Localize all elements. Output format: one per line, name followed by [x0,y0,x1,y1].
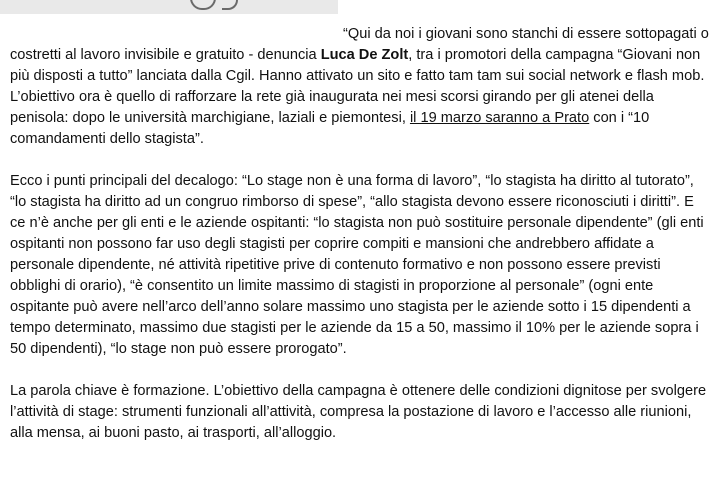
event-link[interactable]: il 19 marzo saranno a Prato [409,110,590,126]
image-graphic [222,0,238,10]
quote-text-middle: , tra i promotori della campagna “Giovani non più disposti a tutto” lanciata dalla Cgil. Hanno attivato un sito e fatto tam tam sui social network e flash mob. L’obiettivo ora è quello di rafforzare la rete già inaugurata nei mesi scorsi girando per gli atenei della penisola: dopo le università marchigiane, laziali e piemontesi, [10,47,705,126]
article-body [10,24,710,444]
article-image [0,0,338,14]
paragraph-training: La parola chiave è formazione. L’obiettivo della campagna è ottenere delle condizioni dignitose per svolgere l’attività di stage: strumenti funzionali all’attività, compresa la postazione di lavoro e l’accesso alle riunioni, alla mensa, ai buoni pasto, ai trasporti, all’alloggio. [10,383,707,441]
quote-text-start: “Qui da noi i giovani sono stanchi di essere sottopagati o costretti al lavoro invisibile e gratuito - denuncia [10,26,709,63]
person-name: Luca De Zolt [320,47,409,63]
paragraph-decalogue: Ecco i punti principali del decalogo: “Lo stage non è una forma di lavoro”, “lo stagista ha diritto al tutorato”, “lo stagista ha diritto ad un congruo rimborso di spese”, “allo stagista devono essere riconosciuti i diritti”. E ce n’è anche per gli enti e le aziende ospitanti: “lo stagista non può sostituire personale dipendente” (gli enti ospitanti non possono far uso degli stagisti per coprire compiti e mansioni che andrebbero affidate a personale dipendente, né attività ripetitive prive di contenuto formativo e non possono essere previsti obblighi di orario), “è consentito un limite massimo di stagisti in proporzione al personale” (ogni ente ospitante può avere nell’arco dell’anno solare massimo uno stagista per le aziende sotto i 15 dipendenti a tempo determinato, massimo due stagisti per le aziende da 15 a 50, massimo il 10% per le aziende sopra i 50 dipendenti), “lo stage non può essere prorogato”. [10,173,704,357]
quote-text-end: con i “10 comandamenti dello stagista”. [10,110,650,147]
image-graphic [190,0,216,10]
paragraph-quote [10,24,710,150]
